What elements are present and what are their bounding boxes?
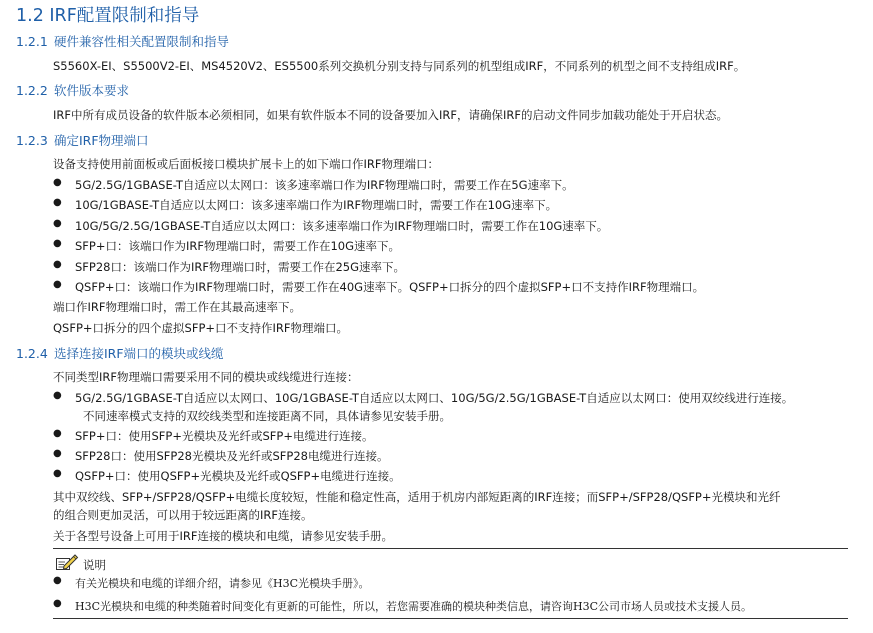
list-item-text: SFP+口：该端口作为IRF物理端口时，需要工作在10G速率下。 <box>75 239 401 253</box>
bullet-icon: ● <box>53 259 62 270</box>
bullet-icon: ● <box>53 238 62 249</box>
list-item-continuation: 不同速率模式支持的双绞线类型和连接距离不同，具体请参见安装手册。 <box>83 409 451 423</box>
note-item-text: H3C光模块和电缆的种类随着时间变化有更新的可能性，所以，若您需要准确的模块种类信息，请咨询H3C公司市场人员或技术支援人员。 <box>75 600 753 613</box>
paragraph: 的组合则更加灵活，可以用于较远距离的IRF连接。 <box>53 508 313 522</box>
list-item-text: 5G/2.5G/1GBASE-T自适应以太网口、10G/1GBASE-T自适应以太网口、10G/5G/2.5G/1GBASE-T自适应以太网口：使用双绞线进行连接。 <box>75 391 794 405</box>
section-title: 确定IRF物理端口 <box>54 133 149 148</box>
paragraph: QSFP+口拆分的四个虚拟SFP+口不支持作IRF物理端口。 <box>53 321 349 335</box>
bullet-icon: ● <box>53 428 62 439</box>
paragraph: 端口作IRF物理端口时，需工作在其最高速率下。 <box>53 300 301 314</box>
bullet-icon: ● <box>53 197 62 208</box>
section-heading-1-2-2 <box>16 81 129 99</box>
note-item-text: 有关光模块和电缆的详细介绍，请参见《H3C光模块手册》。 <box>75 577 370 590</box>
section-number: 1.2.1 <box>16 34 48 49</box>
list-item-text: QSFP+口：该端口作为IRF物理端口时，需要工作在40G速率下。QSFP+口拆分的四个虚拟SFP+口不支持作IRF物理端口。 <box>75 280 705 294</box>
section-number: 1.2.3 <box>16 133 48 148</box>
bullet-icon: ● <box>53 177 62 188</box>
section-heading-1-2-1 <box>16 32 229 50</box>
list-item-text: 10G/1GBASE-T自适应以太网口：该多速率端口作为IRF物理端口时，需要工作在10G速率下。 <box>75 198 558 212</box>
list-item-text: 10G/5G/2.5G/1GBASE-T自适应以太网口：该多速率端口作为IRF物理端口时，需要工作在10G速率下。 <box>75 219 609 233</box>
section-title: 软件版本要求 <box>54 83 130 98</box>
section-heading-1-2-3 <box>16 131 149 149</box>
list-item-text: SFP28口：使用SFP28光模块及光纤或SFP28电缆进行连接。 <box>75 449 389 463</box>
section-title: 选择连接IRF端口的模块或线缆 <box>54 346 224 361</box>
section-number: 1.2.2 <box>16 83 48 98</box>
section-intro: 设备支持使用前面板或后面板接口模块扩展卡上的如下端口作IRF物理端口： <box>53 157 439 171</box>
bullet-icon: ● <box>53 598 62 609</box>
list-item-text: QSFP+口：使用QSFP+光模块及光纤或QSFP+电缆进行连接。 <box>75 469 401 483</box>
bullet-icon: ● <box>53 575 62 586</box>
section-number: 1.2.4 <box>16 346 48 361</box>
note-top-rule <box>53 548 848 549</box>
paragraph: S5560X-EI、S5500V2-EI、MS4520V2、ES5500系列交换机分别支持与同系列的机型组成IRF，不同系列的机型之间不支持组成IRF。 <box>53 59 746 73</box>
note-label: 说明 <box>83 558 106 572</box>
paragraph: 关于各型号设备上可用于IRF连接的模块和电缆，请参见安装手册。 <box>53 529 393 543</box>
note-pencil-icon <box>55 552 79 572</box>
paragraph: 其中双绞线、SFP+/SFP28/QSFP+电缆长度较短，性能和稳定性高，适用于机房内部短距离的IRF连接；而SFP+/SFP28/QSFP+光模块和光纤 <box>53 490 781 504</box>
list-item-text: SFP28口：该端口作为IRF物理端口时，需要工作在25G速率下。 <box>75 260 406 274</box>
bullet-icon: ● <box>53 279 62 290</box>
bullet-icon: ● <box>53 218 62 229</box>
list-item-text: SFP+口：使用SFP+光模块及光纤或SFP+电缆进行连接。 <box>75 429 374 443</box>
note-bottom-rule <box>53 618 848 619</box>
paragraph: IRF中所有成员设备的软件版本必须相同，如果有软件版本不同的设备要加入IRF，请确保IRF的启动文件同步加载功能处于开启状态。 <box>53 108 728 122</box>
section-heading-1-2-4 <box>16 344 224 362</box>
section-intro: 不同类型IRF物理端口需要采用不同的模块或线缆进行连接： <box>53 370 359 384</box>
bullet-icon: ● <box>53 448 62 459</box>
bullet-icon: ● <box>53 468 62 479</box>
list-item-text: 5G/2.5G/1GBASE-T自适应以太网口：该多速率端口作为IRF物理端口时，需要工作在5G速率下。 <box>75 178 574 192</box>
page-title: 1.2 IRF配置限制和指导 <box>16 6 200 26</box>
section-title: 硬件兼容性相关配置限制和指导 <box>54 34 230 49</box>
bullet-icon: ● <box>53 390 62 401</box>
